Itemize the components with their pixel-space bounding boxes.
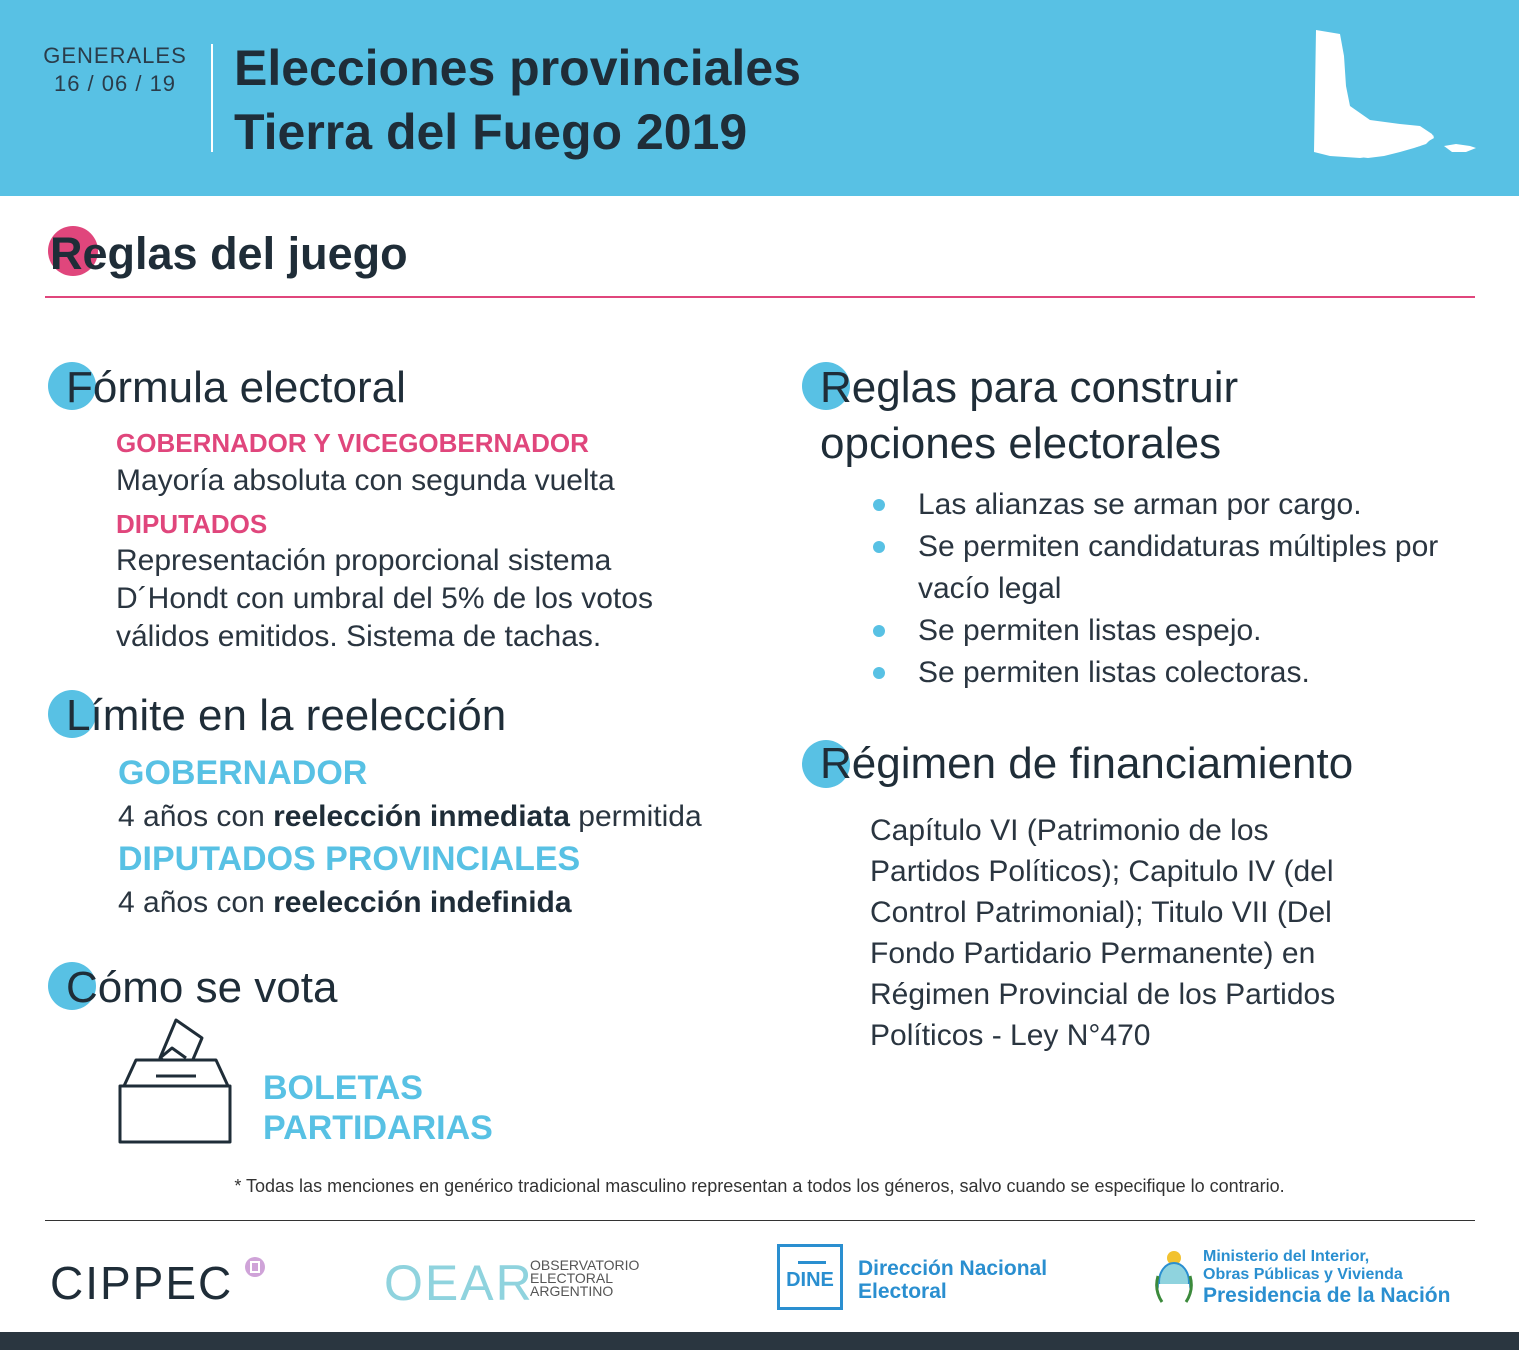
footnote: * Todas las menciones en genérico tradicional masculino representan a todos los géneros, salvo cuando se especifique lo contrario. — [234, 1176, 1285, 1196]
bottom-bar — [0, 1332, 1519, 1350]
header-banner — [0, 0, 1519, 196]
regimen-line-1: Capítulo VI (Patrimonio de los — [870, 814, 1269, 847]
formula-dip-line-1: Representación proporcional sistema — [116, 544, 612, 577]
tierra-del-fuego-map-icon — [1310, 26, 1480, 166]
reglas-title-line-1: Reglas para construir — [820, 363, 1239, 412]
regimen-text — [870, 810, 1430, 1056]
election-tag — [40, 42, 190, 98]
regimen-line-4: Fondo Partidario Permanente) en — [870, 937, 1316, 970]
list-item: Se permiten candidaturas múltiples por vacío legal — [870, 526, 1490, 610]
argentina-seal-icon — [1154, 1246, 1194, 1306]
como-label-line-1: BOLETAS — [263, 1069, 423, 1107]
dine-name-1: Dirección Nacional — [858, 1257, 1048, 1280]
formula-title: Fórmula electoral — [66, 363, 406, 412]
limite-dip-pre: 4 años con — [118, 886, 274, 919]
dine-name — [858, 1257, 1047, 1303]
regimen-line-3: Control Patrimonial); Titulo VII (Del — [870, 896, 1332, 929]
list-item: Se permiten listas colectoras. — [870, 652, 1490, 694]
header-divider — [211, 44, 213, 152]
list-item: Las alianzas se arman por cargo. — [870, 484, 1490, 526]
reglas-title-line-2: opciones electorales — [820, 419, 1222, 468]
limite-dip-text — [118, 884, 572, 922]
reglas-list — [870, 484, 1490, 694]
election-date: 16 / 06 / 19 — [53, 71, 177, 96]
regimen-title: Régimen de financiamiento — [820, 739, 1354, 788]
como-title: Cómo se vota — [66, 963, 338, 1012]
como-label — [263, 1068, 493, 1148]
title-divider — [45, 296, 1475, 298]
ballot-box-icon — [116, 1018, 236, 1146]
formula-dip-line-3: válidos emitidos. Sistema de tachas. — [116, 620, 602, 653]
oear-sub-3: ARGENTINO — [530, 1283, 614, 1299]
dine-name-2: Electoral — [858, 1280, 947, 1303]
limite-gov-pre: 4 años con — [118, 800, 274, 833]
cippec-logo: CIPPEC — [50, 1257, 234, 1309]
regimen-line-5: Régimen Provincial de los Partidos — [870, 978, 1336, 1011]
formula-gov-text: Mayoría absoluta con segunda vuelta — [116, 464, 615, 497]
dine-logo — [777, 1244, 843, 1310]
oear-sub-1: OBSERVATORIO — [530, 1257, 640, 1273]
ministry-line-2: Obras Públicas y Vivienda — [1203, 1266, 1403, 1283]
dine-logo-bar — [798, 1261, 826, 1264]
formula-dip-text — [116, 542, 653, 656]
reglas-title — [820, 360, 1238, 472]
title-line-1: Elecciones provinciales — [234, 40, 801, 96]
section-title: Reglas del juego — [50, 228, 408, 279]
limite-gov-label: GOBERNADOR — [118, 754, 368, 792]
footer-divider — [45, 1220, 1475, 1221]
regimen-line-6: Políticos - Ley N°470 — [870, 1019, 1151, 1052]
limite-title: Límite en la reelección — [66, 691, 507, 740]
ministry-line-1: Ministerio del Interior, — [1203, 1248, 1370, 1265]
limite-gov-bold: reelección inmediata — [273, 800, 570, 833]
limite-gov-post: permitida — [569, 800, 702, 833]
regimen-line-2: Partidos Políticos); Capitulo IV (del — [870, 855, 1334, 888]
cippec-badge-icon — [244, 1256, 266, 1278]
ministry-line-3: Presidencia de la Nación — [1203, 1284, 1451, 1307]
title-line-2: Tierra del Fuego 2019 — [234, 104, 748, 160]
como-label-line-2: PARTIDARIAS — [263, 1109, 493, 1147]
limite-dip-bold: reelección indefinida — [273, 886, 572, 919]
election-type: GENERALES — [43, 43, 187, 68]
ministry-text — [1203, 1248, 1450, 1308]
formula-dip-line-2: D´Hondt con umbral del 5% de los votos — [116, 582, 653, 615]
limite-dip-label: DIPUTADOS PROVINCIALES — [118, 840, 581, 878]
limite-gov-text — [118, 798, 702, 836]
oear-logo: OEAR — [384, 1255, 534, 1311]
formula-dip-label: DIPUTADOS — [116, 509, 268, 539]
oear-subtitle — [530, 1259, 639, 1298]
page-title — [234, 36, 801, 164]
oear-sub-2: ELECTORAL — [530, 1270, 613, 1286]
formula-gov-label: GOBERNADOR Y VICEGOBERNADOR — [116, 428, 589, 458]
list-item: Se permiten listas espejo. — [870, 610, 1490, 652]
dine-logo-text: DINE — [786, 1269, 834, 1291]
